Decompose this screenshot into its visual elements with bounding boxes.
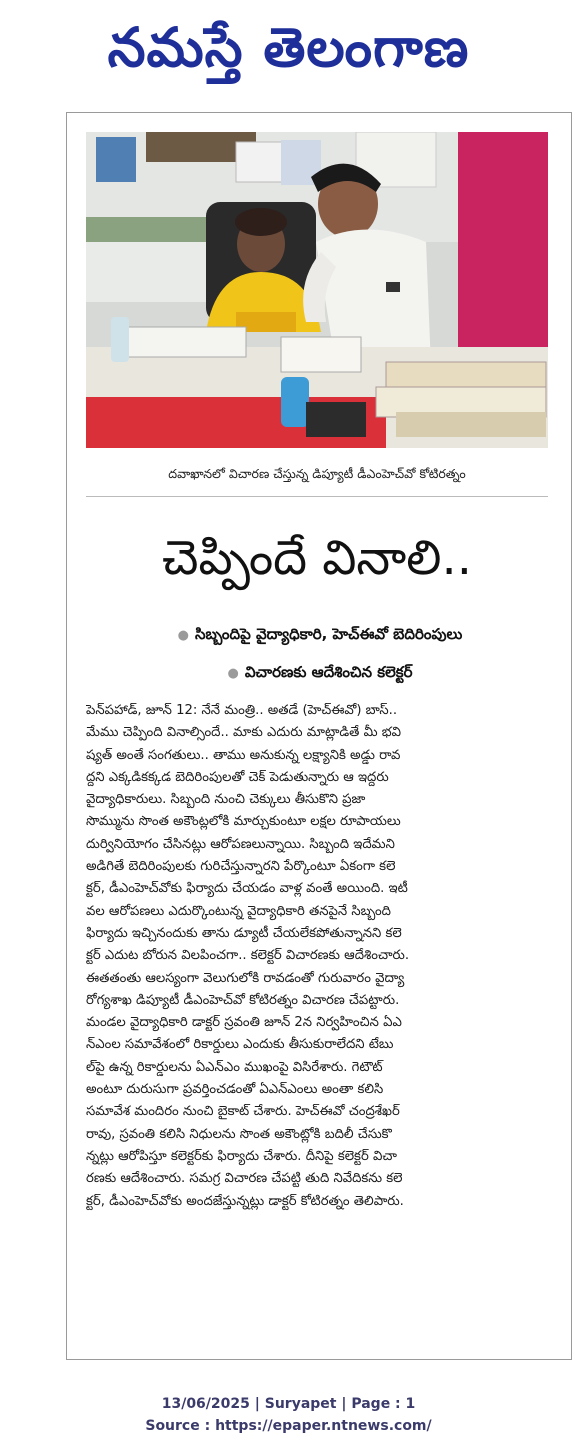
body-line: క్టర్, డీఎంహెచ్‌వోకు అందజేస్తున్నట్లు డాక్టర్ కోటిరత్నం తెలిపారు. <box>86 1193 404 1209</box>
body-line: మేము చెప్పింది వినాల్సిందే.. మాకు ఎదురు మాట్లాడితే మీ భవి <box>86 725 402 741</box>
body-line: న్నట్లు ఆరోపిస్తూ కలెక్టర్‌కు ఫిర్యాదు చేశారు. దీనిపై కలెక్టర్ విచా <box>86 1148 397 1164</box>
subheadline-1 <box>100 622 540 648</box>
photo-illustration <box>86 132 548 448</box>
body-line: ల్‌పై ఉన్న రికార్డులను ఏఎన్‌ఎం ముఖంపై విసిరేశారు. గెటౌట్ <box>86 1059 383 1075</box>
masthead-logo: నమస్తే తెలంగాణ <box>107 16 470 79</box>
footer-source: Source : https://epaper.ntnews.com/ <box>145 1418 432 1434</box>
body-line: అడిగితే బెదిరింపులకు గురిచేస్తున్నారని పేర్కొంటూ ఏకంగా కలె <box>86 859 396 875</box>
body-line: రోగ్యశాఖ డిప్యూటీ డీఎంహెచ్‌వో కోటిరత్నం విచారణ చేపట్టారు. <box>86 992 400 1008</box>
body-line: అంటూ దురుసుగా ప్రవర్తించడంతో ఏఎన్‌ఎంలు అంతా కలిసి <box>86 1082 384 1098</box>
body-line: క్టర్ ఎదుట బోరున విలపించగా.. కలెక్టర్ విచారణకు ఆదేశించారు. <box>86 948 410 964</box>
subheadline-1-text: సిబ్బందిపై వైద్యాధికారి, హెచ్‌ఈవో బెదిరింపులు <box>195 625 463 643</box>
subheadline-2 <box>100 660 540 686</box>
photo-caption: దవాఖానలో విచారణ చేస్తున్న డిప్యూటీ డీఎంహెచ్‌వో కోటిరత్నం <box>168 466 466 481</box>
body-line: వైద్యాధికారులు. సిబ్బంది నుంచి చెక్కులు తీసుకొని ప్రజా <box>86 792 366 808</box>
body-line: క్టర్, డీఎంహెచ్‌వోకు ఫిర్యాదు చేయడం వాళ్ల వంతే అయింది. ఇటీ <box>86 881 408 897</box>
body-line: దుర్వినియోగం చేసినట్లు ఆరోపణలున్నాయి. సిబ్బంది ఇదేమని <box>86 836 395 852</box>
bullet-icon: ● <box>177 628 190 643</box>
body-line: ఫిర్యాదు ఇచ్చినందుకు తాను డ్యూటీ చేయలేకపోతున్నానని కలె <box>86 925 402 941</box>
body-line: న్‌ఎంల సమావేశంలో రికార్డులు ఎందుకు తీసుకురాలేదని టేబు <box>86 1037 394 1053</box>
caption-divider <box>86 496 548 497</box>
body-line: రావు, స్రవంతి కలిసి నిధులను సొంత అకౌంట్లోకి బదిలీ చేసుకొ <box>86 1126 392 1142</box>
article-headline: చెప్పిందే వినాలి.. <box>161 530 472 586</box>
body-line: ఈతతంతు ఆలస్యంగా వెలుగులోకి రావడంతో గురువారం వైద్యా <box>86 970 405 986</box>
body-line: మండల వైద్యాధికారి డాక్టర్ స్రవంతి జూన్ 2న నిర్వహించిన ఏఎ <box>86 1015 402 1031</box>
body-line: సొమ్మును సొంత అకౌంట్లలోకి మార్చుకుంటూ లక్షల రూపాయలు <box>86 814 401 830</box>
subheadline-2-text: విచారణకు ఆదేశించిన కలెక్టర్ <box>244 663 413 681</box>
body-line: రణకు ఆదేశించారు. సమగ్ర విచారణ చేపట్టి తుది నివేదికను కలె <box>86 1171 403 1187</box>
body-line: ష్యత్ అంతే సంగతులు.. తాము అనుకున్న లక్ష్యానికి అడ్డు రావ <box>86 747 401 763</box>
bullet-icon: ● <box>227 666 239 681</box>
article-photo <box>86 132 548 448</box>
body-line: వల ఆరోపణలు ఎదుర్కొంటున్న వైద్యాధికారి తనపైనే సిబ్బంది <box>86 903 391 919</box>
body-line: సమావేశ మందిరం నుంచి బైకాట్ చేశారు. హెచ్‌ఈవో చంద్రశేఖర్ <box>86 1104 400 1120</box>
body-line: పెన్‌పహాడ్, జూన్ 12: నేనే మంత్రి.. అతడే (హెచ్‌ఈవో) బాస్.. <box>86 703 398 718</box>
body-line: ద్దని ఎక్కడికక్కడ బెదిరింపులతో చెక్ పెడుతున్నారు ఆ ఇద్దరు <box>86 769 389 785</box>
footer-date-edition: 13/06/2025 | Suryapet | Page : 1 <box>161 1396 416 1412</box>
article-body <box>86 700 546 1213</box>
